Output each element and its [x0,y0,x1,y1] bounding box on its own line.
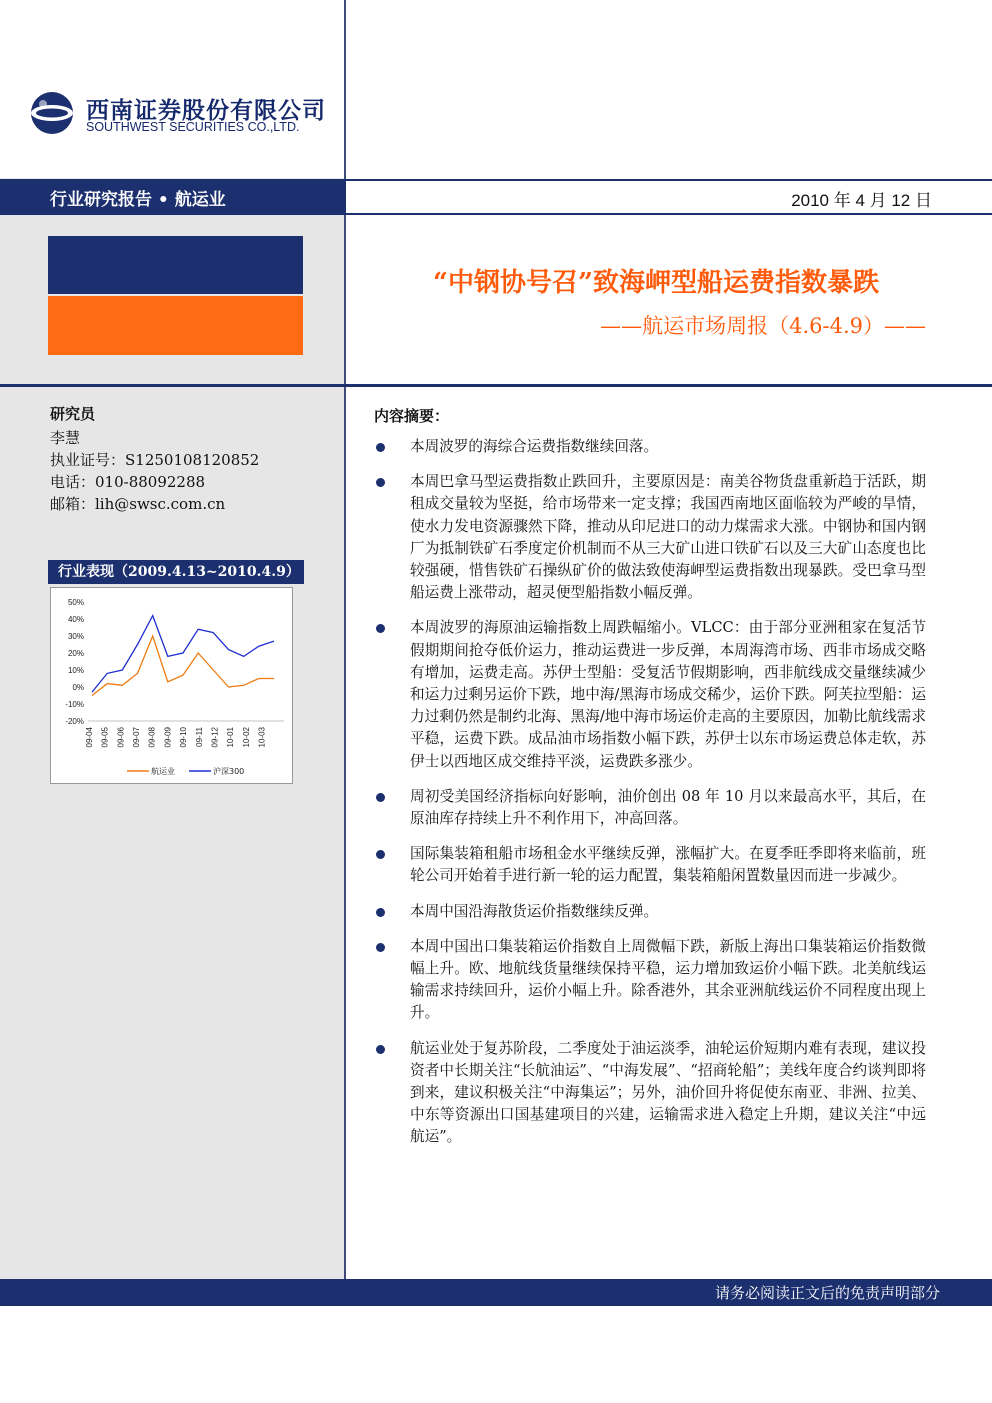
x-tick-label: 09-08 [147,727,157,748]
x-tick-label: 10-01 [226,727,236,748]
summary-item [374,617,926,772]
series-line [92,616,274,693]
summary-text: 本周波罗的海综合运费指数继续回落。 [410,438,659,455]
summary-text: 航运业处于复苏阶段，二季度处于油运淡季，油轮运价短期内难有表现，建议投资者中长期关注“长航油运”、“中海发展”、“招商轮船”；美线年度合约谈判即将到来，建议积极关注“中海集运”；另外，油价回升将促使东南亚、非洲、拉美、中东等资源出口国基建项目的兴建，运输需求进入稳定上升期，建议关注“中远航运”。 [410,1039,926,1146]
section-divider [0,384,992,387]
bullet-icon [376,624,385,633]
x-tick-label: 09-05 [100,727,110,748]
performance-chart-svg [51,588,292,783]
summary-text: 周初受美国经济指标向好影响，油价创出 08 年 10 月以来最高水平，其后，在原油库存持续上升不利作用下，冲高回落。 [410,787,926,828]
x-tick-label: 09-04 [85,727,94,748]
x-tick-label: 09-06 [116,727,126,748]
summary-item [374,786,926,830]
decor-block-orange [48,296,303,355]
y-tick-label: 30% [67,632,84,641]
x-tick-label: 10-03 [257,727,267,748]
y-tick-label: 40% [67,615,84,624]
report-date: 2010 年 4 月 12 日 [791,191,932,210]
summary-list [374,436,926,1162]
legend-label: 沪深300 [213,767,245,776]
x-tick-label: 09-07 [132,727,142,748]
bullet-icon [376,1045,385,1054]
x-tick-label: 10-02 [241,727,251,748]
summary-item [374,843,926,887]
y-tick-label: 20% [67,649,84,658]
summary-item [374,436,926,458]
summary-item [374,1038,926,1149]
analyst-phone: 电话：010-88092288 [50,473,206,491]
series-line [92,636,274,696]
summary-text: 本周中国出口集装箱运价指数自上周微幅下跌，新版上海出口集装箱运价指数微幅上升。欧、地航线货量继续保持平稳，运力增加致运价小幅下跌。北美航线运输需求持续回升，运价小幅上升。除香港外，其余亚洲航线运价不同程度出现上升。 [410,937,926,1022]
analyst-name: 李慧 [50,429,81,447]
summary-text: 本周中国沿海散货运价指数继续反弹。 [410,902,659,920]
performance-heading: 行业表现（2009.4.13~2010.4.9） [48,560,304,584]
bullet-icon [376,908,385,917]
company-name-en: SOUTHWEST SECURITIES CO.,LTD. [86,120,300,134]
bullet-icon [376,943,385,952]
summary-item [374,901,926,923]
summary-heading: 内容摘要： [374,407,450,425]
summary-text: 本周波罗的海原油运输指数上周跌幅缩小。VLCC：由于部分亚洲租家在复活节假期期间抢夺低价运力，推动运费进一步反弹，本周海湾市场、西非市场成交略有增加，运费走高。苏伊士型船：受复活节假期影响，西非航线成交量继续减少和运力过剩另运价下跌，地中海/黑海市场成交稀少，运价下跌。阿芙拉型船：运力过剩仍然是制约北海、黑海/地中海市场运价走高的主要原因，加勒比航线需求平稳，运费下跌。成品油市场指数小幅下跌，苏伊士以东市场运费总体走软，苏伊士以西地区成交维持平淡，运费跌多涨少。 [410,619,926,770]
y-tick-label: 50% [67,598,84,607]
bullet-icon [376,793,385,802]
x-tick-label: 09-12 [210,727,220,748]
y-tick-label: 0% [72,683,84,692]
bullet-icon [376,478,385,487]
disclaimer-note: 请务必阅读正文后的免责声明部分 [714,1284,940,1302]
summary-item [374,471,926,604]
analyst-license: 执业证号：S1250108120852 [50,451,260,469]
y-tick-label: -10% [65,700,84,709]
decor-block-navy [48,236,303,294]
logo-area [0,0,344,178]
report-subtitle: ——航运市场周报（4.6-4.9）—— [600,314,926,338]
company-logo-icon [28,90,76,136]
bullet-icon [376,850,385,859]
summary-text: 本周巴拿马型运费指数止跌回升，主要原因是：南美谷物货盘重新趋于活跃，期租成交量较为坚挺，给市场带来一定支撑；我国西南地区面临较为严峻的旱情，使水力发电资源骤然下降，推动从印尼进口的动力煤需求大涨。中钢协和国内钢厂为抵制铁矿石季度定价机制而不从三大矿山进口铁矿石以及三大矿山态度也比较强硬，惜售铁矿石操纵矿价的做法致使海岬型运费指数出现暴跌。受巴拿马型船运费上涨带动，超灵便型船指数小幅反弹。 [410,473,926,602]
company-name-cn: 西南证券股份有限公司 [86,97,326,124]
bullet-icon [376,443,385,452]
analyst-heading: 研究员 [50,405,96,423]
analyst-email: 邮箱：lih@swsc.com.cn [50,495,226,513]
legend-label: 航运业 [151,767,175,776]
y-tick-label: 10% [67,666,84,675]
x-tick-label: 09-10 [179,727,189,748]
report-title: “中钢协号召”致海岬型船运费指数暴跌 [433,268,879,298]
y-tick-label: -20% [65,717,84,726]
x-tick-label: 09-11 [194,727,204,747]
report-type: 行业研究报告 • 航运业 [50,190,226,210]
x-tick-label: 09-09 [163,727,173,748]
performance-chart [50,587,293,784]
summary-text: 国际集装箱租船市场租金水平继续反弹，涨幅扩大。在夏季旺季即将来临前，班轮公司开始着手进行新一轮的运力配置，集装箱船闲置数量因而进一步减少。 [410,845,926,885]
summary-item [374,936,926,1025]
